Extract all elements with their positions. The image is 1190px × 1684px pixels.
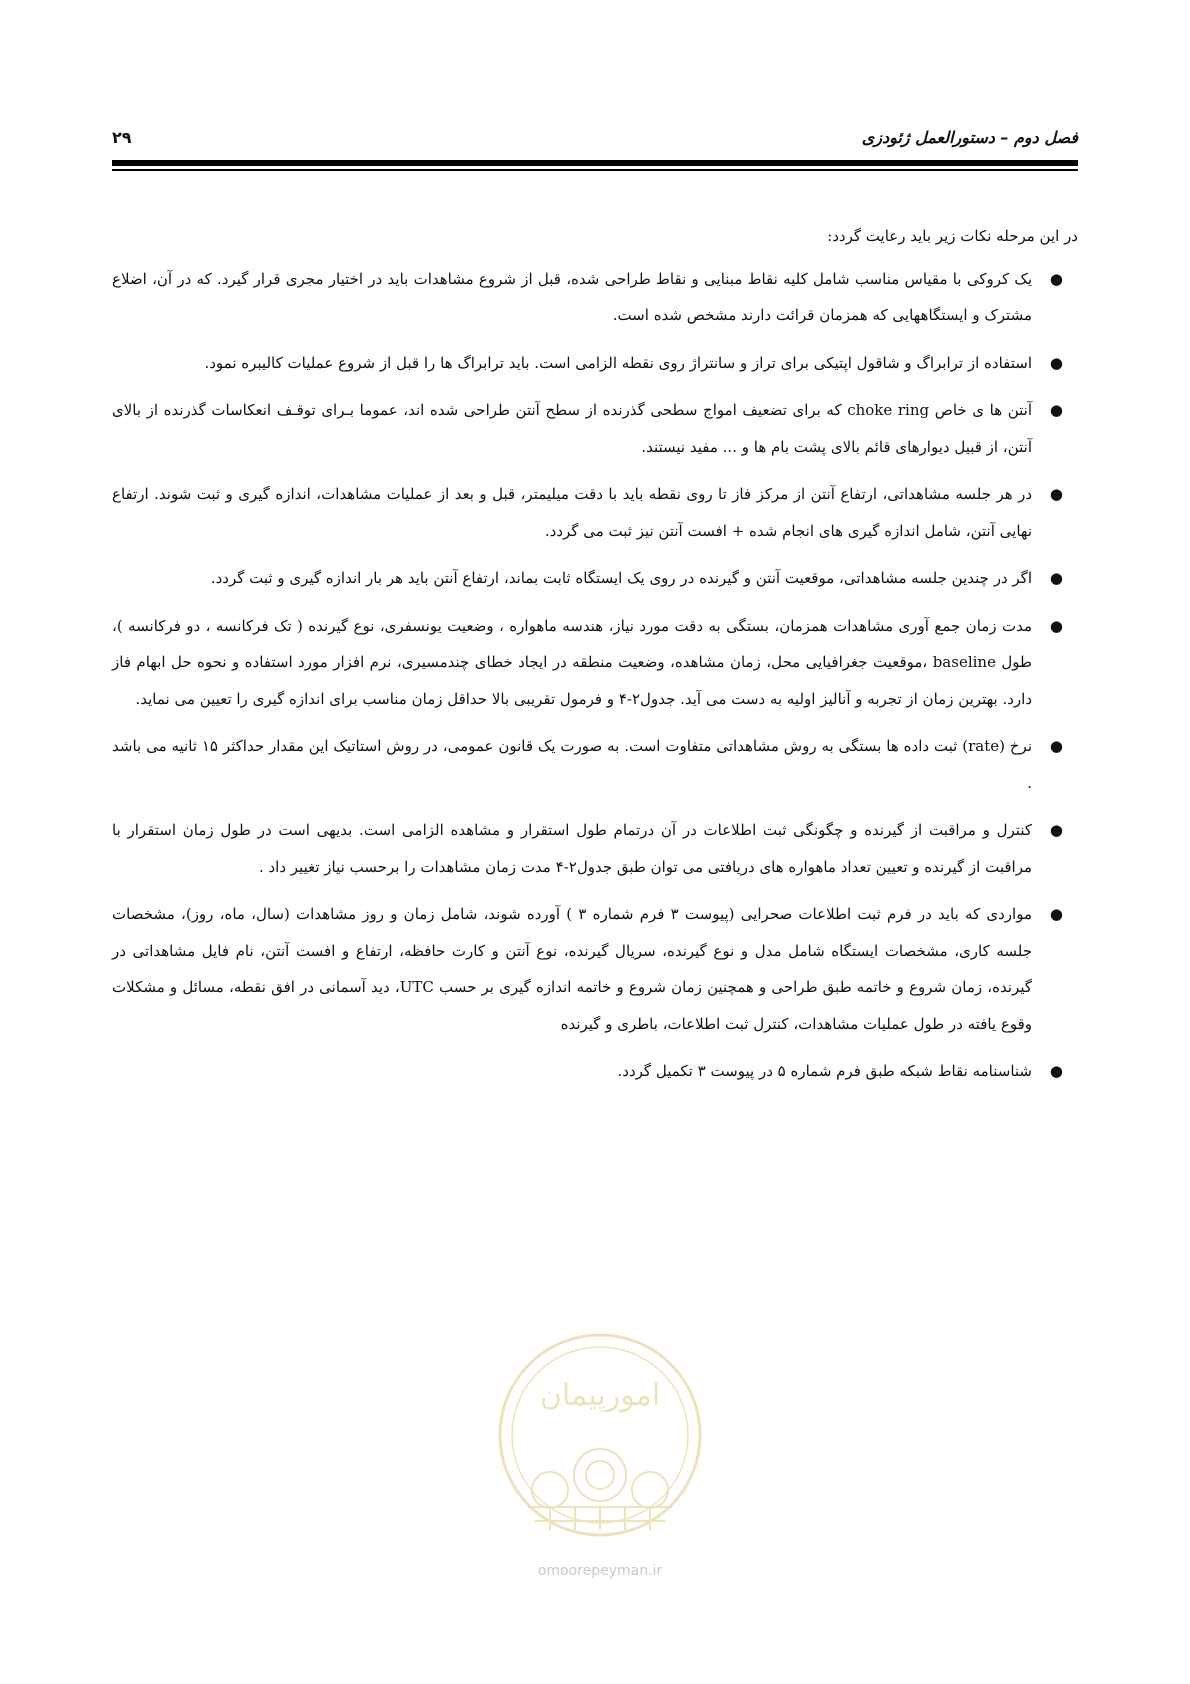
list-item-text: یک کروکی با مقیاس مناسب شامل کلیه نقاط مبنایی و نقاط طراحی شده، قبل از شروع مشاهدات باید در اختیار مجری قرار گیرد. که در آن، اضلاع مشترک و ایستگاههایی که همزمان قرائت دارند مشخص شده است.: [112, 269, 1032, 324]
list-item-text: مدت زمان جمع آوری مشاهدات همزمان، بستگی به دقت مورد نیاز، هندسه ماهواره ، وضعیت یونسفری، نوع گیرنده ( تک فرکانسه ، دو فرکانسه )، طول baseline ،موقعیت جغرافیایی محل، زمان مشاهده، وضعیت منطقه در ایجاد خطای چندمسیری، نرم افزار مورد استفاده و نحوه حل ابهام فاز دارد. بهترین زمان از تجربه و آنالیز اولیه به دست می آید. جدول۲-۴ و فرمول تقریبی بالا حداقل زمان مناسب برای اندازه گیری را تعیین می نماید.: [112, 616, 1032, 708]
bullet-icon: ●: [1049, 569, 1063, 587]
list-item-text: کنترل و مراقبت از گیرنده و چگونگی ثبت اطلاعات در آن درتمام طول استقرار و مشاهده الزامی است. بدیهی است در طول زمان استقرار با مراقبت از گیرنده و تعیین تعداد ماهواره های دریافتی می توان طبق جدول۲-۴ مدت زمان مشاهدات را برحسب نیاز تغییر داد .: [112, 821, 1032, 876]
list-item: [112, 896, 1078, 1042]
list-item-text: آنتن ها ی خاص choke ring که برای تضعیف امواج سطحی گذرنده از سطح آنتن طراحی شده اند، عموما بـرای توقـف انعکاسات گذرنده از بالای آنتن، از قبیل دیوارهای قائم بالای پشت بام ها و ... مفید نیستند.: [112, 401, 1032, 456]
intro-paragraph: در این مرحله نکات زیر باید رعایت گردد:: [827, 227, 1078, 245]
bullet-icon: ●: [1049, 485, 1063, 503]
watermark-logo-text: امورپیمان: [539, 1378, 661, 1413]
list-item-text: در هر جلسه مشاهداتی، ارتفاع آنتن از مرکز فاز تا روی نقطه باید با دقت میلیمتر، قبل و بعد از عملیات مشاهدات، اندازه گیری و ثبت شوند. ارتفاع نهایی آنتن، شامل اندازه گیری های انجام شده + افست آنتن نیز ثبت می گردد.: [112, 485, 1032, 540]
watermark-url: omoorepeyman.ir: [537, 1563, 663, 1579]
list-item: [112, 476, 1078, 549]
bullet-list: [112, 261, 1078, 1090]
body-content: [112, 218, 1078, 1101]
bullet-icon: ●: [1049, 905, 1063, 923]
bullet-icon: ●: [1049, 1062, 1063, 1080]
list-item: [112, 261, 1078, 334]
list-item-text: شناسنامه نقاط شبکه طبق فرم شماره ۵ در پیوست ۳ تکمیل گردد.: [617, 1062, 1032, 1080]
list-item-text: مواردی که باید در فرم ثبت اطلاعات صحرایی (پیوست ۳ فرم شماره ۳ ) آورده شوند، شامل زمان و روز مشاهدات (سال، ماه، روز)، مشخصات جلسه کاری، مشخصات ایستگاه شامل مدل و نوع گیرنده، سریال گیرنده، نوع آنتن و کارت حافظه، ارتفاع و افست آنتن، نام فایل مشاهداتی در گیرنده، زمان شروع و خاتمه طبق طراحی و همچنین زمان شروع و خاتمه اندازه گیری بر حسب UTC، دید آسمانی در افق نقطه، مسائل و مشکلات وقوع یافته در طول عملیات مشاهدات، کنترل ثبت اطلاعات، باطری و گیرنده: [112, 905, 1032, 1033]
watermark-seal-icon: [490, 1325, 710, 1560]
chapter-title: فصل دوم – دستورالعمل ژئودزی: [861, 128, 1078, 147]
bullet-icon: ●: [1049, 616, 1063, 635]
list-item-text: نرخ (rate) ثبت داده ها بستگی به روش مشاهداتی متفاوت است. به صورت یک قانون عمومی، در روش استاتیک این مقدار حداکثر ۱۵ ثانیه می باشد .: [112, 737, 1032, 792]
list-item: [112, 728, 1078, 801]
list-item: [112, 1053, 1078, 1090]
page-number: ۲۹: [112, 128, 132, 147]
bullet-icon: ●: [1049, 821, 1063, 839]
bullet-icon: ●: [1049, 401, 1063, 419]
list-item-text: استفاده از ترابراگ و شاقول اپتیکی برای تراز و سانتراژ روی نقطه الزامی است. باید ترابراگ ها را قبل از شروع عملیات کالیبره نمود.: [204, 353, 1032, 372]
list-item: [112, 560, 1078, 597]
watermark-logo: [490, 1325, 710, 1585]
list-item: [112, 345, 1078, 382]
header-rule-thin: [112, 169, 1078, 171]
list-item: [112, 392, 1078, 465]
list-item-text: اگر در چندین جلسه مشاهداتی، موقعیت آنتن و گیرنده در روی یک ایستگاه ثابت بماند، ارتفاع آنتن باید هر بار اندازه گیری و ثبت گردد.: [210, 569, 1032, 587]
header-rule-thick: [112, 160, 1078, 166]
list-item: [112, 812, 1078, 885]
list-item: [112, 608, 1078, 718]
bullet-icon: ●: [1049, 737, 1063, 755]
bullet-icon: ●: [1049, 353, 1063, 372]
bullet-icon: ●: [1049, 269, 1063, 288]
